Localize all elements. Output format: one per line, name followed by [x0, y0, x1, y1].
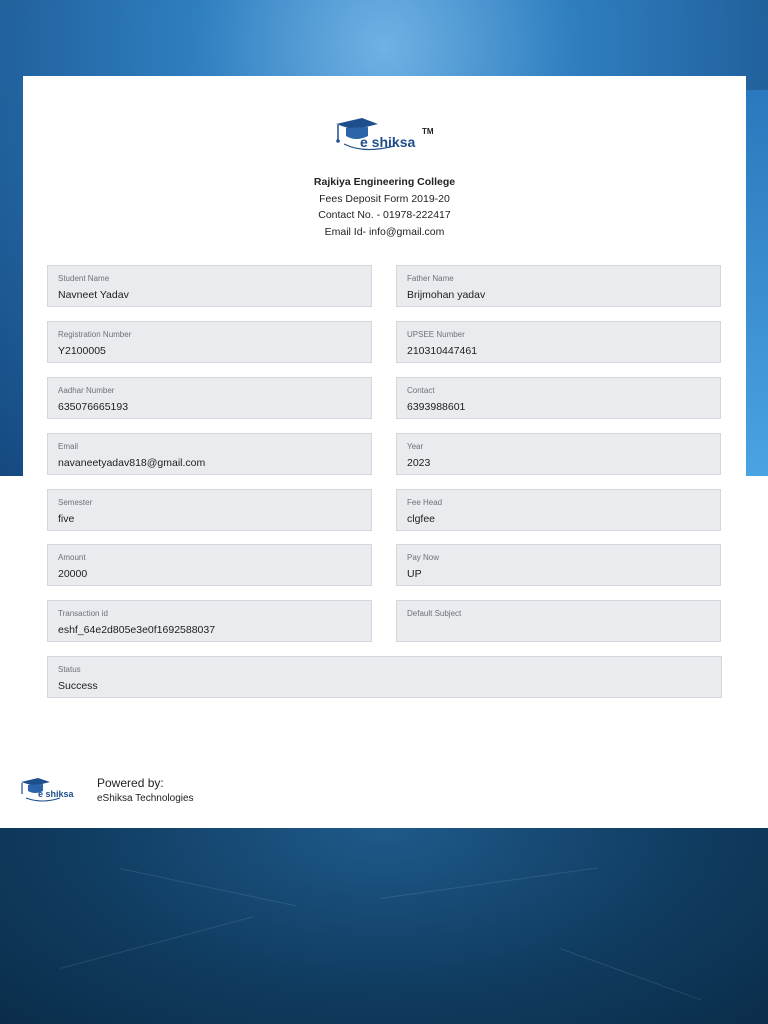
field-label: UPSEE Number	[407, 330, 465, 339]
field-label: Transaction id	[58, 609, 108, 618]
field-value: Success	[58, 680, 98, 692]
student-name-field	[47, 265, 372, 307]
college-header	[23, 174, 746, 240]
powered-by-label: Powered by:	[97, 776, 164, 790]
field-value: clgfee	[407, 513, 436, 525]
field-value: 210310447461	[407, 345, 478, 357]
field-value: 6393988601	[407, 401, 466, 413]
field-label: Pay Now	[407, 553, 440, 562]
field-value: eshf_64e2d805e3e0f1692588037	[58, 624, 216, 636]
trademark-text: TM	[422, 127, 434, 136]
field-value: 20000	[58, 568, 88, 580]
email-info: Email Id- info@gmail.com	[324, 225, 445, 238]
registration-number-field	[47, 321, 372, 363]
transaction-id-field	[47, 600, 372, 642]
field-label: Amount	[58, 553, 86, 562]
field-value: Brijmohan yadav	[407, 289, 486, 301]
eshiksa-footer-logo	[20, 776, 80, 808]
field-label: Student Name	[58, 274, 110, 283]
aadhar-number-field	[47, 377, 372, 419]
field-value: Y2100005	[58, 345, 106, 357]
background-bottom	[0, 828, 768, 1024]
amount-field	[47, 544, 372, 586]
field-value: UP	[407, 568, 422, 580]
eshiksa-logo	[334, 114, 438, 158]
field-label: Status	[58, 665, 81, 674]
field-label: Contact	[407, 386, 435, 395]
field-value: Navneet Yadav	[58, 289, 129, 301]
default-subject-field	[396, 600, 721, 642]
upsee-number-field	[396, 321, 721, 363]
field-value: 635076665193	[58, 401, 129, 413]
field-label: Semester	[58, 498, 93, 507]
footer-logo-text: e shiksa	[38, 789, 74, 799]
field-label: Default Subject	[407, 609, 462, 618]
field-label: Registration Number	[58, 330, 132, 339]
field-label: Email	[58, 442, 79, 451]
field-label: Year	[407, 442, 424, 451]
fee-receipt-card	[23, 76, 746, 748]
college-name: Rajkiya Engineering College	[313, 176, 456, 188]
field-value: 2023	[407, 457, 431, 469]
fee-head-field	[396, 489, 721, 531]
field-label: Aadhar Number	[58, 386, 115, 395]
contact-field	[396, 377, 721, 419]
field-label: Father Name	[407, 274, 454, 283]
field-label: Fee Head	[407, 498, 443, 507]
semester-field	[47, 489, 372, 531]
logo-text: e shiksa	[360, 134, 416, 150]
year-field	[396, 433, 721, 475]
status-field	[47, 656, 722, 698]
field-value: five	[58, 513, 75, 525]
father-name-field	[396, 265, 721, 307]
email-field	[47, 433, 372, 475]
pay-now-field	[396, 544, 721, 586]
company-name: eShiksa Technologies	[97, 793, 194, 804]
field-value: navaneetyadav818@gmail.com	[58, 457, 206, 469]
form-title: Fees Deposit Form 2019-20	[319, 192, 450, 205]
contact-info: Contact No. - 01978-222417	[318, 209, 451, 221]
